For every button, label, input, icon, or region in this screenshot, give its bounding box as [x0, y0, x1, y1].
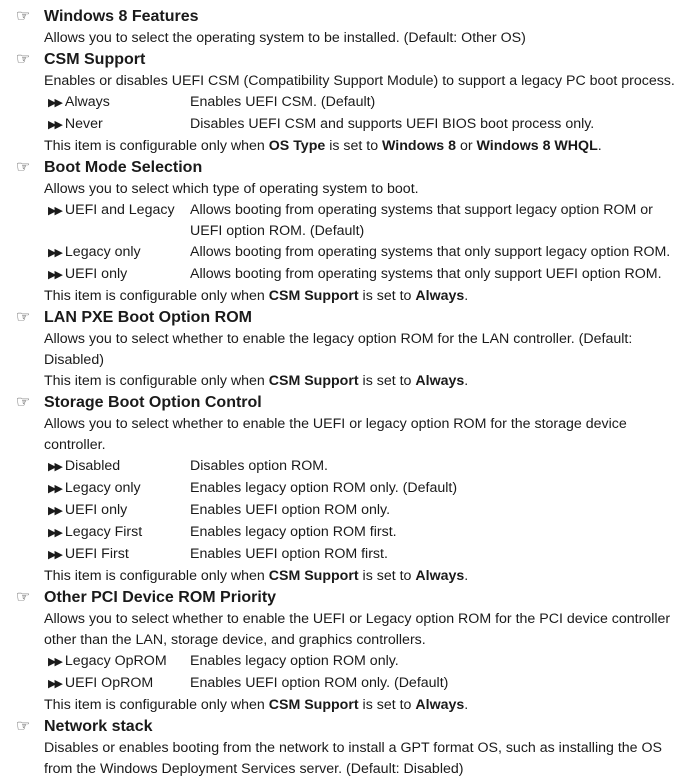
option-row: [44, 242, 680, 264]
note-bold: OS Type: [268, 138, 326, 154]
note-text: This item is configurable only when: [44, 568, 269, 584]
double-arrow-icon: ▶▶: [48, 678, 61, 690]
section-description: Enables or disables UEFI CSM (Compatibility Support Module) to support a legacy PC boot process.: [44, 73, 675, 89]
option-description: Enables UEFI option ROM only.: [190, 502, 391, 518]
section-windows8-features: [16, 6, 680, 49]
double-arrow-icon: ▶▶: [48, 269, 61, 281]
double-arrow-icon: ▶▶: [48, 461, 61, 473]
double-arrow-icon: ▶▶: [48, 97, 61, 109]
section-other-pci-rom: [16, 587, 680, 716]
option-row: [44, 478, 680, 500]
option-row: [44, 544, 680, 566]
note-bold: Always: [415, 568, 465, 584]
section-title: Other PCI Device ROM Priority: [44, 589, 277, 606]
pointing-hand-icon: ☞: [16, 159, 31, 176]
option-description: Enables legacy option ROM first.: [190, 524, 397, 540]
section-title: Windows 8 Features: [44, 8, 199, 25]
pointing-hand-icon: ☞: [16, 309, 31, 326]
option-name: UEFI only: [64, 502, 128, 518]
section-title: Storage Boot Option Control: [44, 394, 262, 411]
config-note: [44, 566, 680, 587]
config-note: [16, 136, 680, 157]
note-text: This item is configurable only when: [44, 288, 269, 304]
note-text: is set to: [358, 288, 416, 304]
note-bold: CSM Support: [268, 697, 359, 713]
double-arrow-icon: ▶▶: [48, 247, 61, 259]
double-arrow-icon: ▶▶: [48, 549, 61, 561]
note-bold: Always: [415, 288, 465, 304]
note-bold: Windows 8: [382, 138, 456, 154]
option-name: Legacy only: [64, 244, 141, 260]
option-row: [44, 651, 680, 673]
option-description: Disables UEFI CSM and supports UEFI BIOS boot process only.: [190, 116, 595, 132]
pointing-hand-icon: ☞: [16, 718, 31, 735]
double-arrow-icon: ▶▶: [48, 505, 61, 517]
section-lan-pxe-boot: [16, 307, 680, 392]
option-name: UEFI OpROM: [64, 675, 154, 691]
section-csm-support: [16, 49, 680, 157]
note-bold: Always: [415, 373, 465, 389]
note-bold: CSM Support: [268, 568, 359, 584]
config-note: [44, 286, 680, 307]
note-text: .: [464, 568, 469, 584]
section-storage-boot-option: [16, 392, 680, 587]
section-title: CSM Support: [44, 51, 146, 68]
note-bold: CSM Support: [268, 373, 359, 389]
option-name: UEFI and Legacy: [64, 202, 175, 218]
section-description: Allows you to select which type of operating system to boot.: [44, 181, 419, 197]
note-bold: CSM Support: [268, 288, 359, 304]
note-text: is set to: [358, 373, 416, 389]
config-note: [44, 695, 680, 716]
section-description: Disables or enables booting from the network to install a GPT format OS, such as installing the OS from the Windows Deployment Services server. (Default: Disabled): [44, 740, 662, 777]
option-row: [44, 500, 680, 522]
option-description: Allows booting from operating systems that support legacy option ROM or UEFI option ROM. (Default): [190, 202, 653, 239]
option-name: UEFI only: [64, 266, 128, 282]
pointing-hand-icon: ☞: [16, 8, 31, 25]
note-text: .: [597, 138, 602, 154]
option-name: Always: [64, 94, 110, 110]
option-description: Enables UEFI option ROM only. (Default): [190, 675, 449, 691]
section-description: Allows you to select whether to enable the UEFI or Legacy option ROM for the PCI device controller other than the LAN, storage device, and graphics controllers.: [44, 611, 671, 648]
config-note: [44, 371, 680, 392]
option-description: Enables legacy option ROM only.: [190, 653, 399, 669]
section-title: Network stack: [44, 718, 153, 735]
option-row: [44, 264, 680, 286]
option-row: [44, 92, 680, 114]
note-text: This item is configurable only when: [44, 697, 269, 713]
section-title: LAN PXE Boot Option ROM: [44, 309, 252, 326]
option-name: Legacy only: [64, 480, 141, 496]
section-description: Allows you to select whether to enable the legacy option ROM for the LAN controller. (Default: Disabled): [44, 331, 633, 368]
note-bold: Windows 8 WHQL: [476, 138, 598, 154]
double-arrow-icon: ▶▶: [48, 205, 61, 217]
option-name: Legacy First: [64, 524, 143, 540]
note-text: .: [464, 288, 469, 304]
note-bold: Always: [415, 697, 465, 713]
double-arrow-icon: ▶▶: [48, 527, 61, 539]
option-name: Disabled: [64, 458, 121, 474]
option-row: [44, 456, 680, 478]
note-text: This item is configurable only when: [44, 138, 269, 154]
note-text: .: [464, 373, 469, 389]
option-description: Allows booting from operating systems that only support UEFI option ROM.: [190, 266, 662, 282]
option-name: UEFI First: [64, 546, 129, 562]
option-row: [44, 522, 680, 544]
option-name: Never: [64, 116, 103, 132]
note-text: This item is configurable only when: [44, 373, 269, 389]
note-text: is set to: [358, 568, 416, 584]
section-network-stack: [16, 716, 680, 780]
pointing-hand-icon: ☞: [16, 589, 31, 606]
option-description: Enables legacy option ROM only. (Default): [190, 480, 458, 496]
section-description: Allows you to select whether to enable the UEFI or legacy option ROM for the storage device controller.: [44, 416, 627, 453]
pointing-hand-icon: ☞: [16, 394, 31, 411]
section-description: Allows you to select the operating system to be installed. (Default: Other OS): [44, 30, 526, 46]
option-row: [44, 114, 680, 136]
note-text: or: [456, 138, 477, 154]
note-text: is set to: [325, 138, 383, 154]
option-row: [44, 200, 680, 242]
section-boot-mode-selection: [16, 157, 680, 307]
option-name: Legacy OpROM: [64, 653, 167, 669]
option-description: Disables option ROM.: [190, 458, 328, 474]
note-text: .: [464, 697, 469, 713]
option-description: Allows booting from operating systems that only support legacy option ROM.: [190, 244, 671, 260]
option-description: Enables UEFI CSM. (Default): [190, 94, 376, 110]
section-title: Boot Mode Selection: [44, 159, 203, 176]
option-description: Enables UEFI option ROM first.: [190, 546, 388, 562]
option-row: [44, 673, 680, 695]
pointing-hand-icon: ☞: [16, 51, 31, 68]
double-arrow-icon: ▶▶: [48, 483, 61, 495]
double-arrow-icon: ▶▶: [48, 656, 61, 668]
double-arrow-icon: ▶▶: [48, 119, 61, 131]
note-text: is set to: [358, 697, 416, 713]
